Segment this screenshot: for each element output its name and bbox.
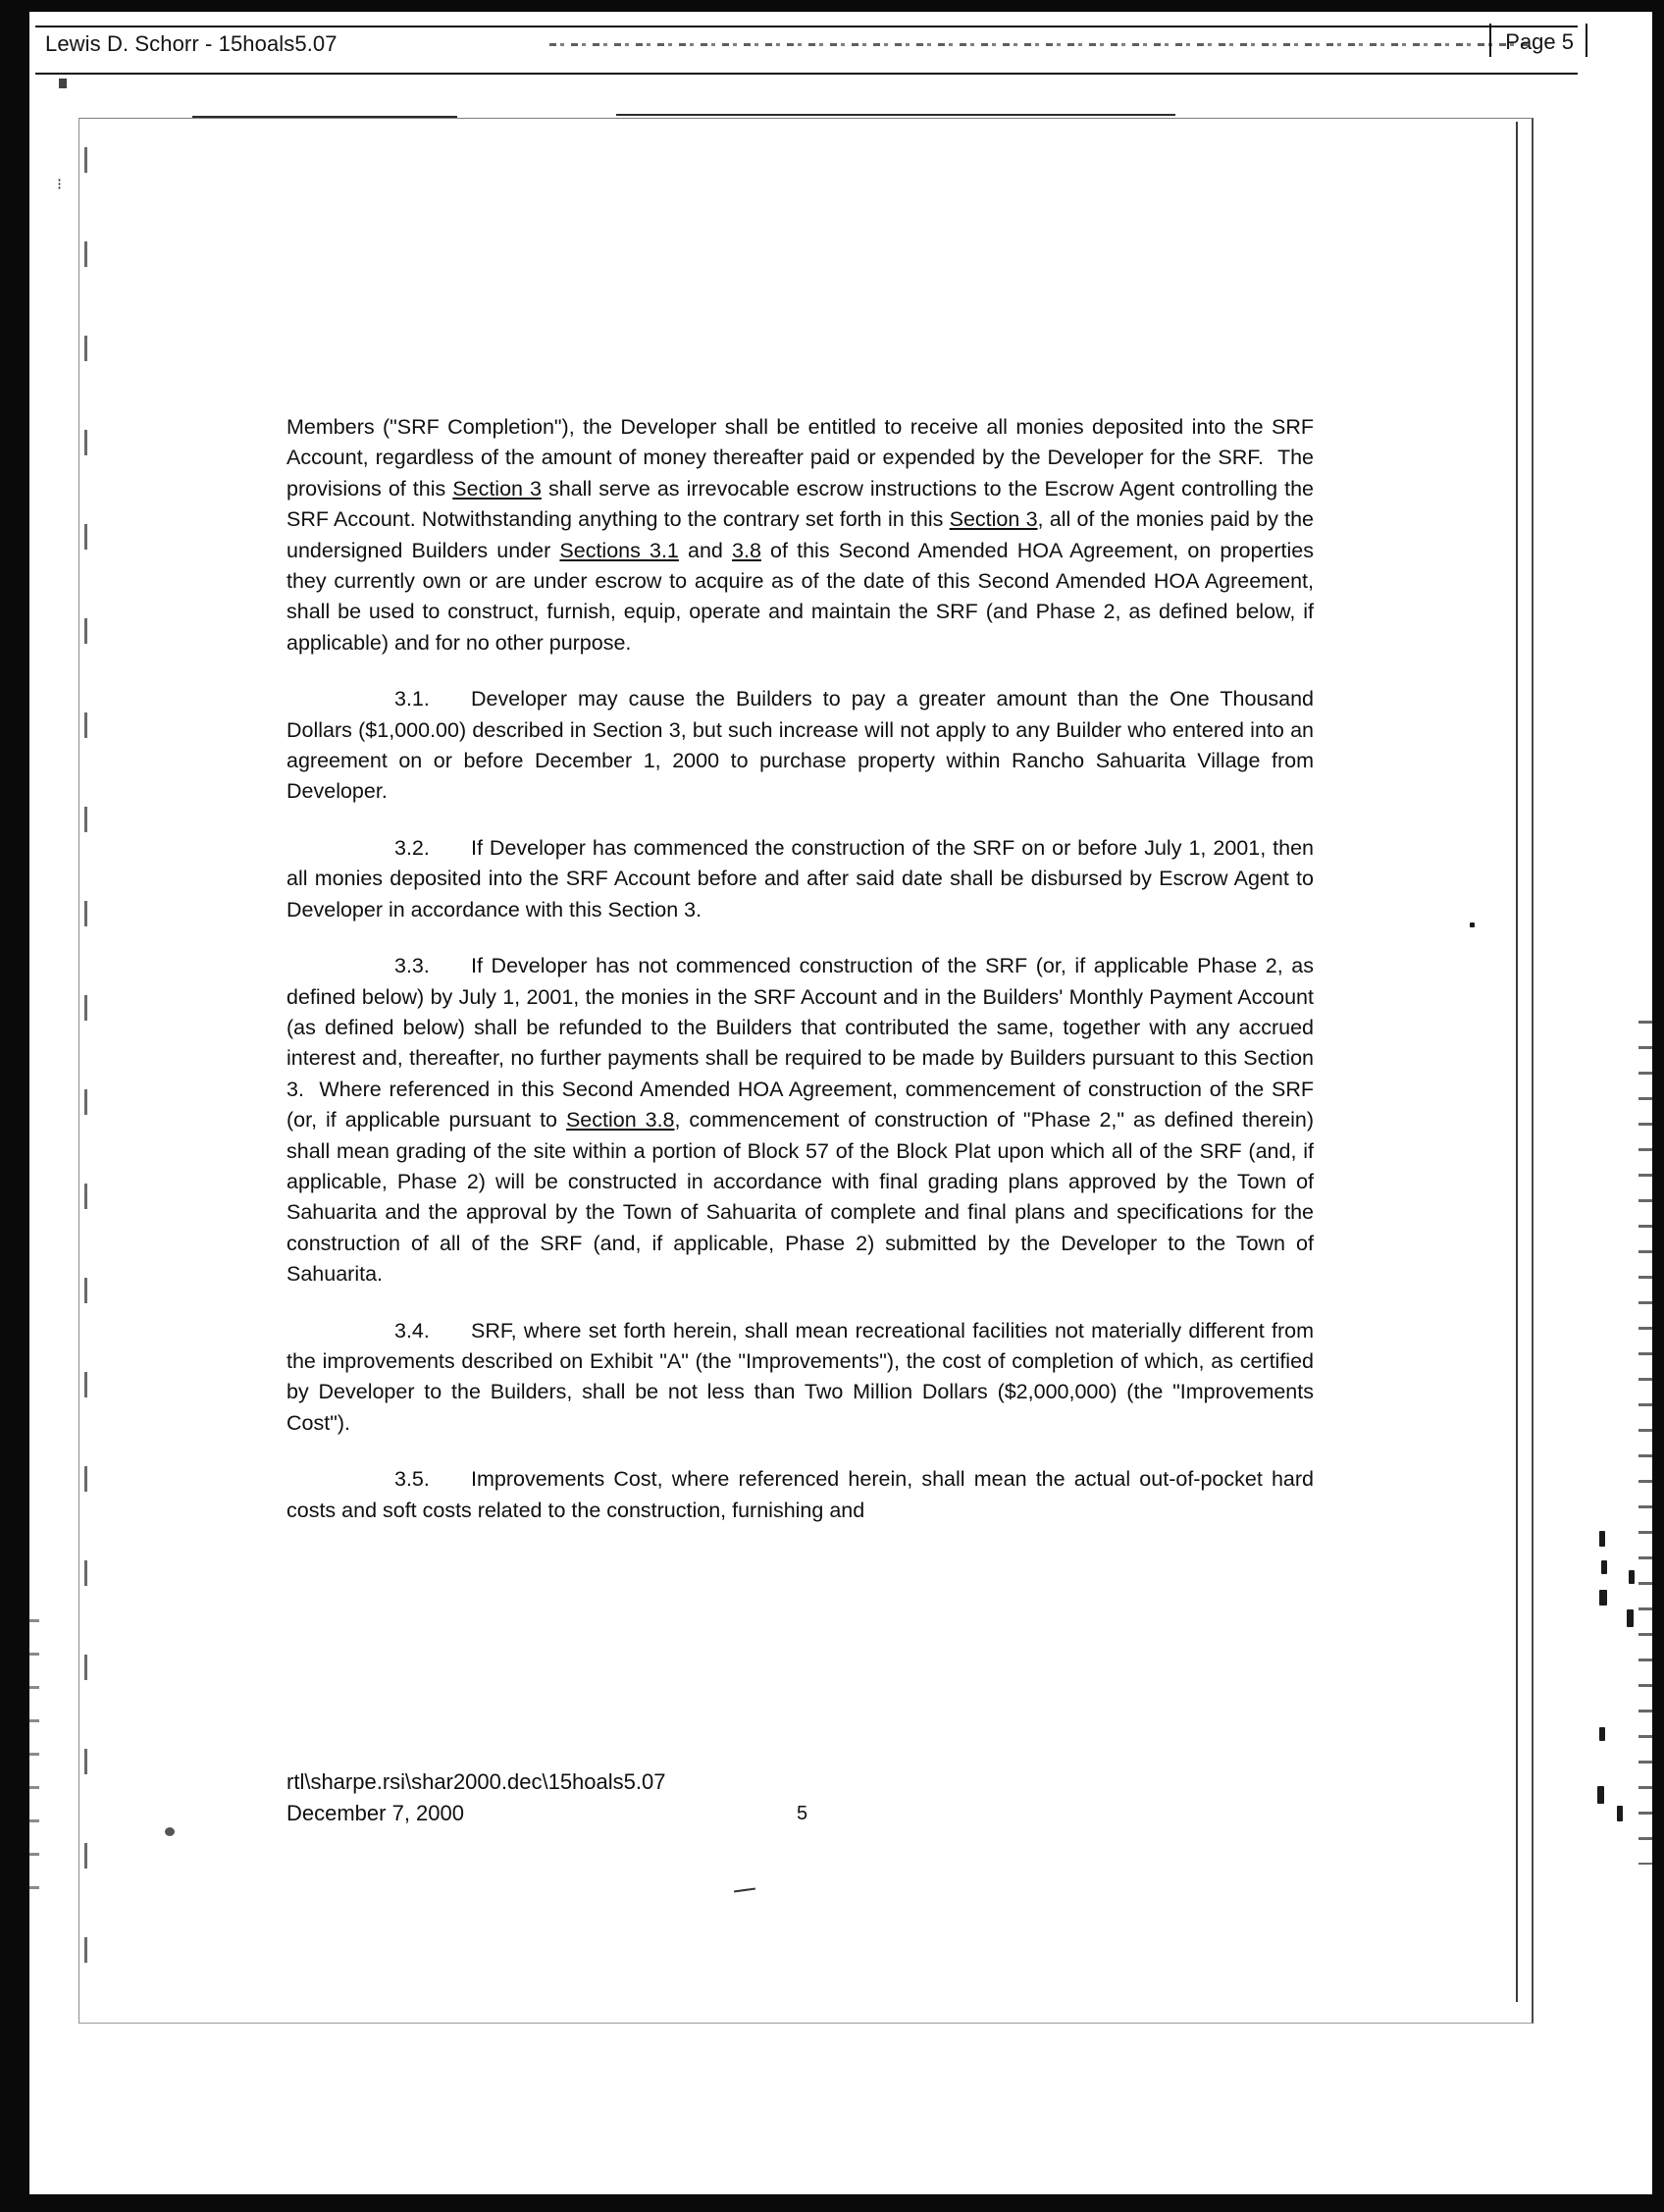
paragraph-number-3-4: 3.4. bbox=[394, 1318, 430, 1343]
scan-artifact-edge-noise bbox=[29, 1619, 39, 1914]
scan-speck bbox=[1470, 922, 1475, 927]
paragraph-text-3-3: If Developer has not commenced construction of the SRF (or, if applicable Phase 2, as defined below) by July 1, 2001, the monies in the SRF Account and in the Builders' Monthly Payment Account (as defined below) shall be refunded to the Builders that contributed the same, together with any accrued interest and, thereafter, no further payments shall be required to be made by Builders pursuant to this Section 3. Where referenced in this Second Amended HOA Agreement, commencement of construction of the SRF (or, if applicable pursuant to Section 3.8, commencement of construction of "Phase 2," as defined therein) shall mean grading of the site within a portion of Block 57 of the Block Plat upon which all of the SRF (and, if applicable, Phase 2) will be constructed in accordance with final grading plans approved by the Town of Sahuarita and the approval by the Town of Sahuarita of complete and final plans and specifications for the construction of all of the SRF (and, if applicable, Phase 2) submitted by the Developer to the Town of Sahuarita. bbox=[286, 954, 1315, 1287]
footer-date: December 7, 2000 bbox=[286, 1801, 464, 1825]
document-border-inner-right bbox=[1516, 122, 1518, 2002]
scan-artifact-mark bbox=[59, 79, 67, 88]
header-rule-artifact bbox=[549, 43, 1531, 46]
document-footer bbox=[286, 1766, 973, 1829]
document-border-left-ticks bbox=[84, 147, 87, 1992]
paragraph-text-0: Members ("SRF Completion"), the Developer shall be entitled to receive all monies deposited into the SRF Account, regardless of the amount of money thereafter paid or expended by the Developer for the SRF. The provisions of this Section 3 shall serve as irrevocable escrow instructions to the Escrow Agent controlling the SRF Account. Notwithstanding anything to the contrary set forth in this Section 3, all of the monies paid by the undersigned Builders under Sections 3.1 and 3.8 of this Second Amended HOA Agreement, on properties they currently own or are under escrow to acquire as of the date of this Second Amended HOA Agreement, shall be used to construct, furnish, equip, operate and maintain the SRF (and Phase 2, as defined below, if applicable) and for no other purpose. bbox=[286, 415, 1314, 655]
paragraph-number-3-2: 3.2. bbox=[394, 835, 430, 860]
paragraph-3-2 bbox=[286, 833, 1314, 925]
scan-speck bbox=[1627, 1609, 1634, 1627]
footer-page-number: 5 bbox=[797, 1803, 808, 1824]
paragraph-3-4 bbox=[286, 1316, 1314, 1440]
paragraph-text-3-2: If Developer has commenced the construction of the SRF on or before July 1, 2001, then all monies deposited into the SRF Account before and after said date shall be disbursed by Escrow Agent to Developer in accordance with this Section 3. bbox=[286, 835, 1314, 922]
page-label-box bbox=[1489, 24, 1587, 57]
scan-speck bbox=[1597, 1786, 1604, 1804]
paragraph-intro bbox=[286, 412, 1314, 658]
paragraph-number-3-3: 3.3. bbox=[394, 954, 430, 978]
paragraph-text-3-5: Improvements Cost, where referenced herein, shall mean the actual out-of-pocket hard costs and soft costs related to the construction, furnishing and bbox=[286, 1467, 1314, 1522]
scan-edge-left bbox=[0, 0, 29, 2212]
page-label: Page 5 bbox=[1505, 29, 1574, 54]
paragraph-3-1 bbox=[286, 684, 1314, 808]
scan-speck bbox=[1599, 1531, 1605, 1547]
scan-artifact-edge-noise bbox=[1638, 1021, 1652, 1865]
scan-artifact-mark: ⁝ bbox=[57, 177, 63, 193]
footer-file-path: rtl\sharpe.rsi\shar2000.dec\15hoals5.07 bbox=[286, 1769, 666, 1794]
scan-speck bbox=[1601, 1560, 1607, 1574]
paragraph-text-3-1: Developer may cause the Builders to pay a greater amount than the One Thousand Dollars ($1,000.00) described in Section 3, but such increase will not apply to any Builder who entered into an agreement on or before December 1, 2000 to purchase property within Rancho Sahuarita Village from Developer. bbox=[286, 687, 1314, 804]
paragraph-3-3 bbox=[286, 951, 1314, 1290]
footer-date-row bbox=[286, 1798, 973, 1829]
paragraph-number-3-1: 3.1. bbox=[394, 687, 430, 711]
document-body bbox=[286, 412, 1314, 1526]
scan-speck bbox=[1599, 1727, 1605, 1741]
scan-speck bbox=[1617, 1806, 1623, 1821]
scan-speck bbox=[1629, 1570, 1635, 1584]
scan-edge-right bbox=[1652, 0, 1664, 2212]
scan-artifact-mark bbox=[165, 1827, 175, 1836]
scan-edge-top bbox=[0, 0, 1664, 12]
scan-edge-bottom bbox=[0, 2194, 1664, 2212]
paragraph-number-3-5: 3.5. bbox=[394, 1467, 430, 1492]
document-identifier: Lewis D. Schorr - 15hoals5.07 bbox=[45, 31, 338, 56]
scan-speck bbox=[1599, 1590, 1607, 1606]
document-border-segment bbox=[616, 114, 1175, 116]
paragraph-3-5 bbox=[286, 1464, 1314, 1526]
document-border-segment bbox=[192, 116, 457, 118]
paragraph-text-3-4: SRF, where set forth herein, shall mean recreational facilities not materially different from the improvements described on Exhibit "A" (the "Improvements"), the cost of completion of which, as certified by Developer to the Builders, shall be not less than Two Million Dollars ($2,000,000) (the "Improvements Cost"). bbox=[286, 1318, 1314, 1435]
